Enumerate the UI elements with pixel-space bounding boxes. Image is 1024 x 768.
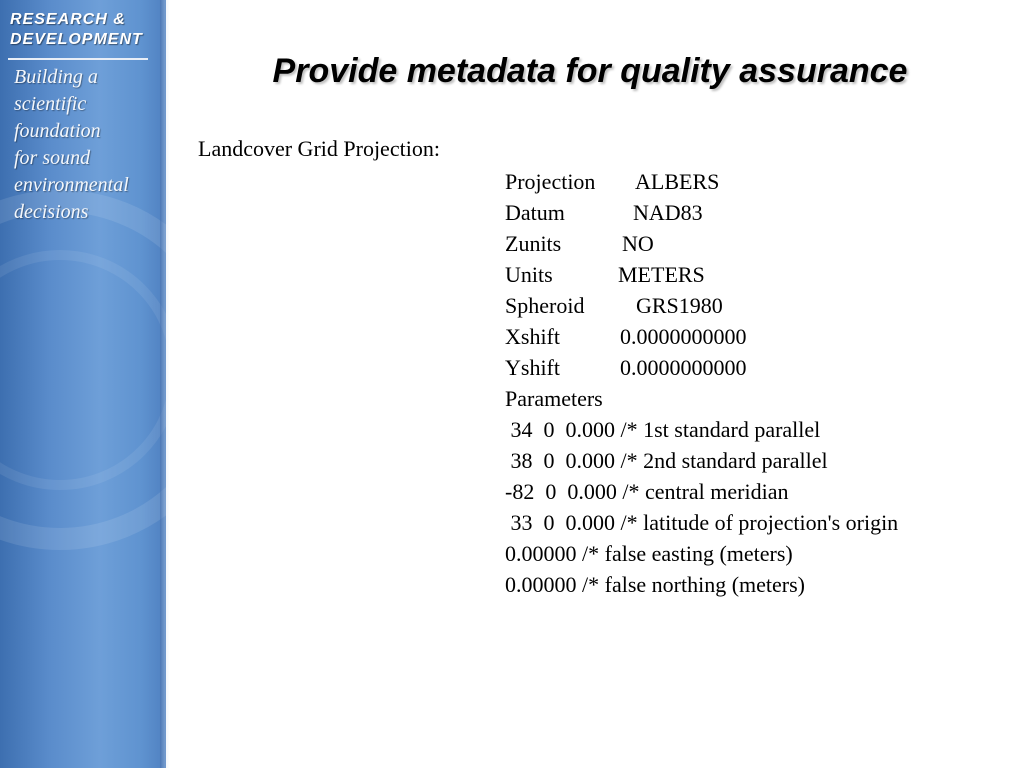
tagline-line: scientific xyxy=(14,93,87,115)
field-key: Datum xyxy=(505,200,565,225)
org-title-divider xyxy=(8,58,148,60)
field-value: ALBERS xyxy=(635,169,720,194)
field-row-datum xyxy=(505,197,898,228)
slide-title: Provide metadata for quality assurance xyxy=(272,52,908,90)
field-row-yshift xyxy=(505,352,898,383)
field-row-projection xyxy=(505,166,898,197)
parameter-line: -82 0 0.000 /* central meridian xyxy=(505,479,789,504)
parameter-line: 38 0 0.000 /* 2nd standard parallel xyxy=(505,448,828,473)
section-label: Landcover Grid Projection: xyxy=(198,136,440,161)
org-title: RESEARCH & DEVELOPMENT xyxy=(10,11,143,48)
parameter-line: 34 0 0.000 /* 1st standard parallel xyxy=(505,417,821,442)
field-value: METERS xyxy=(618,262,705,287)
sidebar-banner xyxy=(0,0,166,768)
parameter-line: 0.00000 /* false northing (meters) xyxy=(505,572,805,597)
parameter-line: 33 0 0.000 /* latitude of projection's origin xyxy=(505,510,899,535)
tagline-line: foundation xyxy=(14,120,101,142)
field-value: NO xyxy=(622,231,654,256)
parameter-line: 0.00000 /* false easting (meters) xyxy=(505,541,793,566)
field-key: Spheroid xyxy=(505,293,585,318)
field-key: Zunits xyxy=(505,231,562,256)
field-row-spheroid xyxy=(505,290,898,321)
field-key: Units xyxy=(505,262,553,287)
tagline xyxy=(14,64,162,226)
field-key: Xshift xyxy=(505,324,560,349)
tagline-line: decisions xyxy=(14,201,89,223)
field-value: GRS1980 xyxy=(636,293,723,318)
tagline-line: for sound xyxy=(14,147,91,169)
field-row-zunits xyxy=(505,228,898,259)
projection-metadata xyxy=(505,166,898,600)
field-row-units xyxy=(505,259,898,290)
epa-seal-watermark-inner xyxy=(0,250,166,490)
tagline-line: environmental xyxy=(14,174,129,196)
field-value: NAD83 xyxy=(633,200,703,225)
field-key: Projection xyxy=(505,169,596,194)
field-key: Yshift xyxy=(505,355,560,380)
field-row-xshift xyxy=(505,321,898,352)
field-value: 0.0000000000 xyxy=(620,355,747,380)
parameters-label: Parameters xyxy=(505,386,603,411)
tagline-line: Building a xyxy=(14,66,98,88)
field-value: 0.0000000000 xyxy=(620,324,747,349)
sidebar-edge-shadow xyxy=(160,0,170,768)
